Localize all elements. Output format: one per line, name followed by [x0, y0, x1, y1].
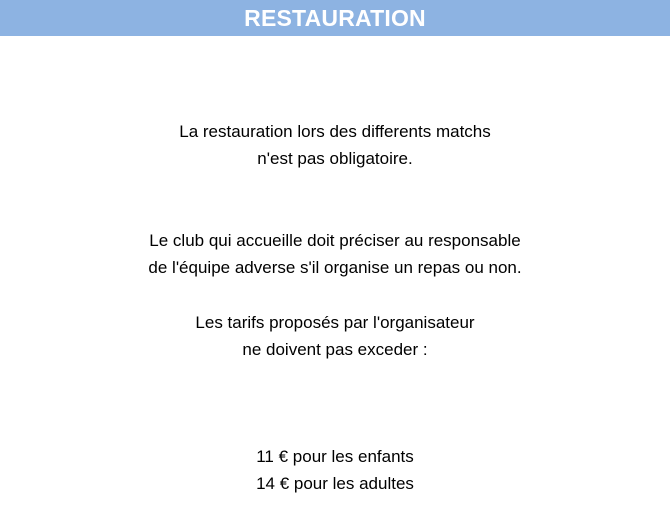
header-banner — [0, 0, 670, 36]
page-title: RESTAURATION — [244, 5, 426, 31]
text-line: de l'équipe adverse s'il organise un repas ou non. — [148, 258, 522, 277]
text-line: n'est pas obligatoire. — [257, 149, 413, 168]
text-line: La restauration lors des differents matchs — [179, 122, 491, 141]
paragraph-host-club — [0, 227, 670, 281]
price-adults: 14 € pour les adultes — [256, 474, 414, 493]
text-line: ne doivent pas exceder : — [242, 340, 428, 359]
price-children: 11 € pour les enfants — [256, 447, 414, 466]
paragraph-tarifs-intro — [0, 309, 670, 363]
text-line: Le club qui accueille doit préciser au responsable — [149, 231, 521, 250]
price-list — [0, 443, 670, 497]
paragraph-restauration-optional — [0, 118, 670, 172]
text-line: Les tarifs proposés par l'organisateur — [195, 313, 475, 332]
